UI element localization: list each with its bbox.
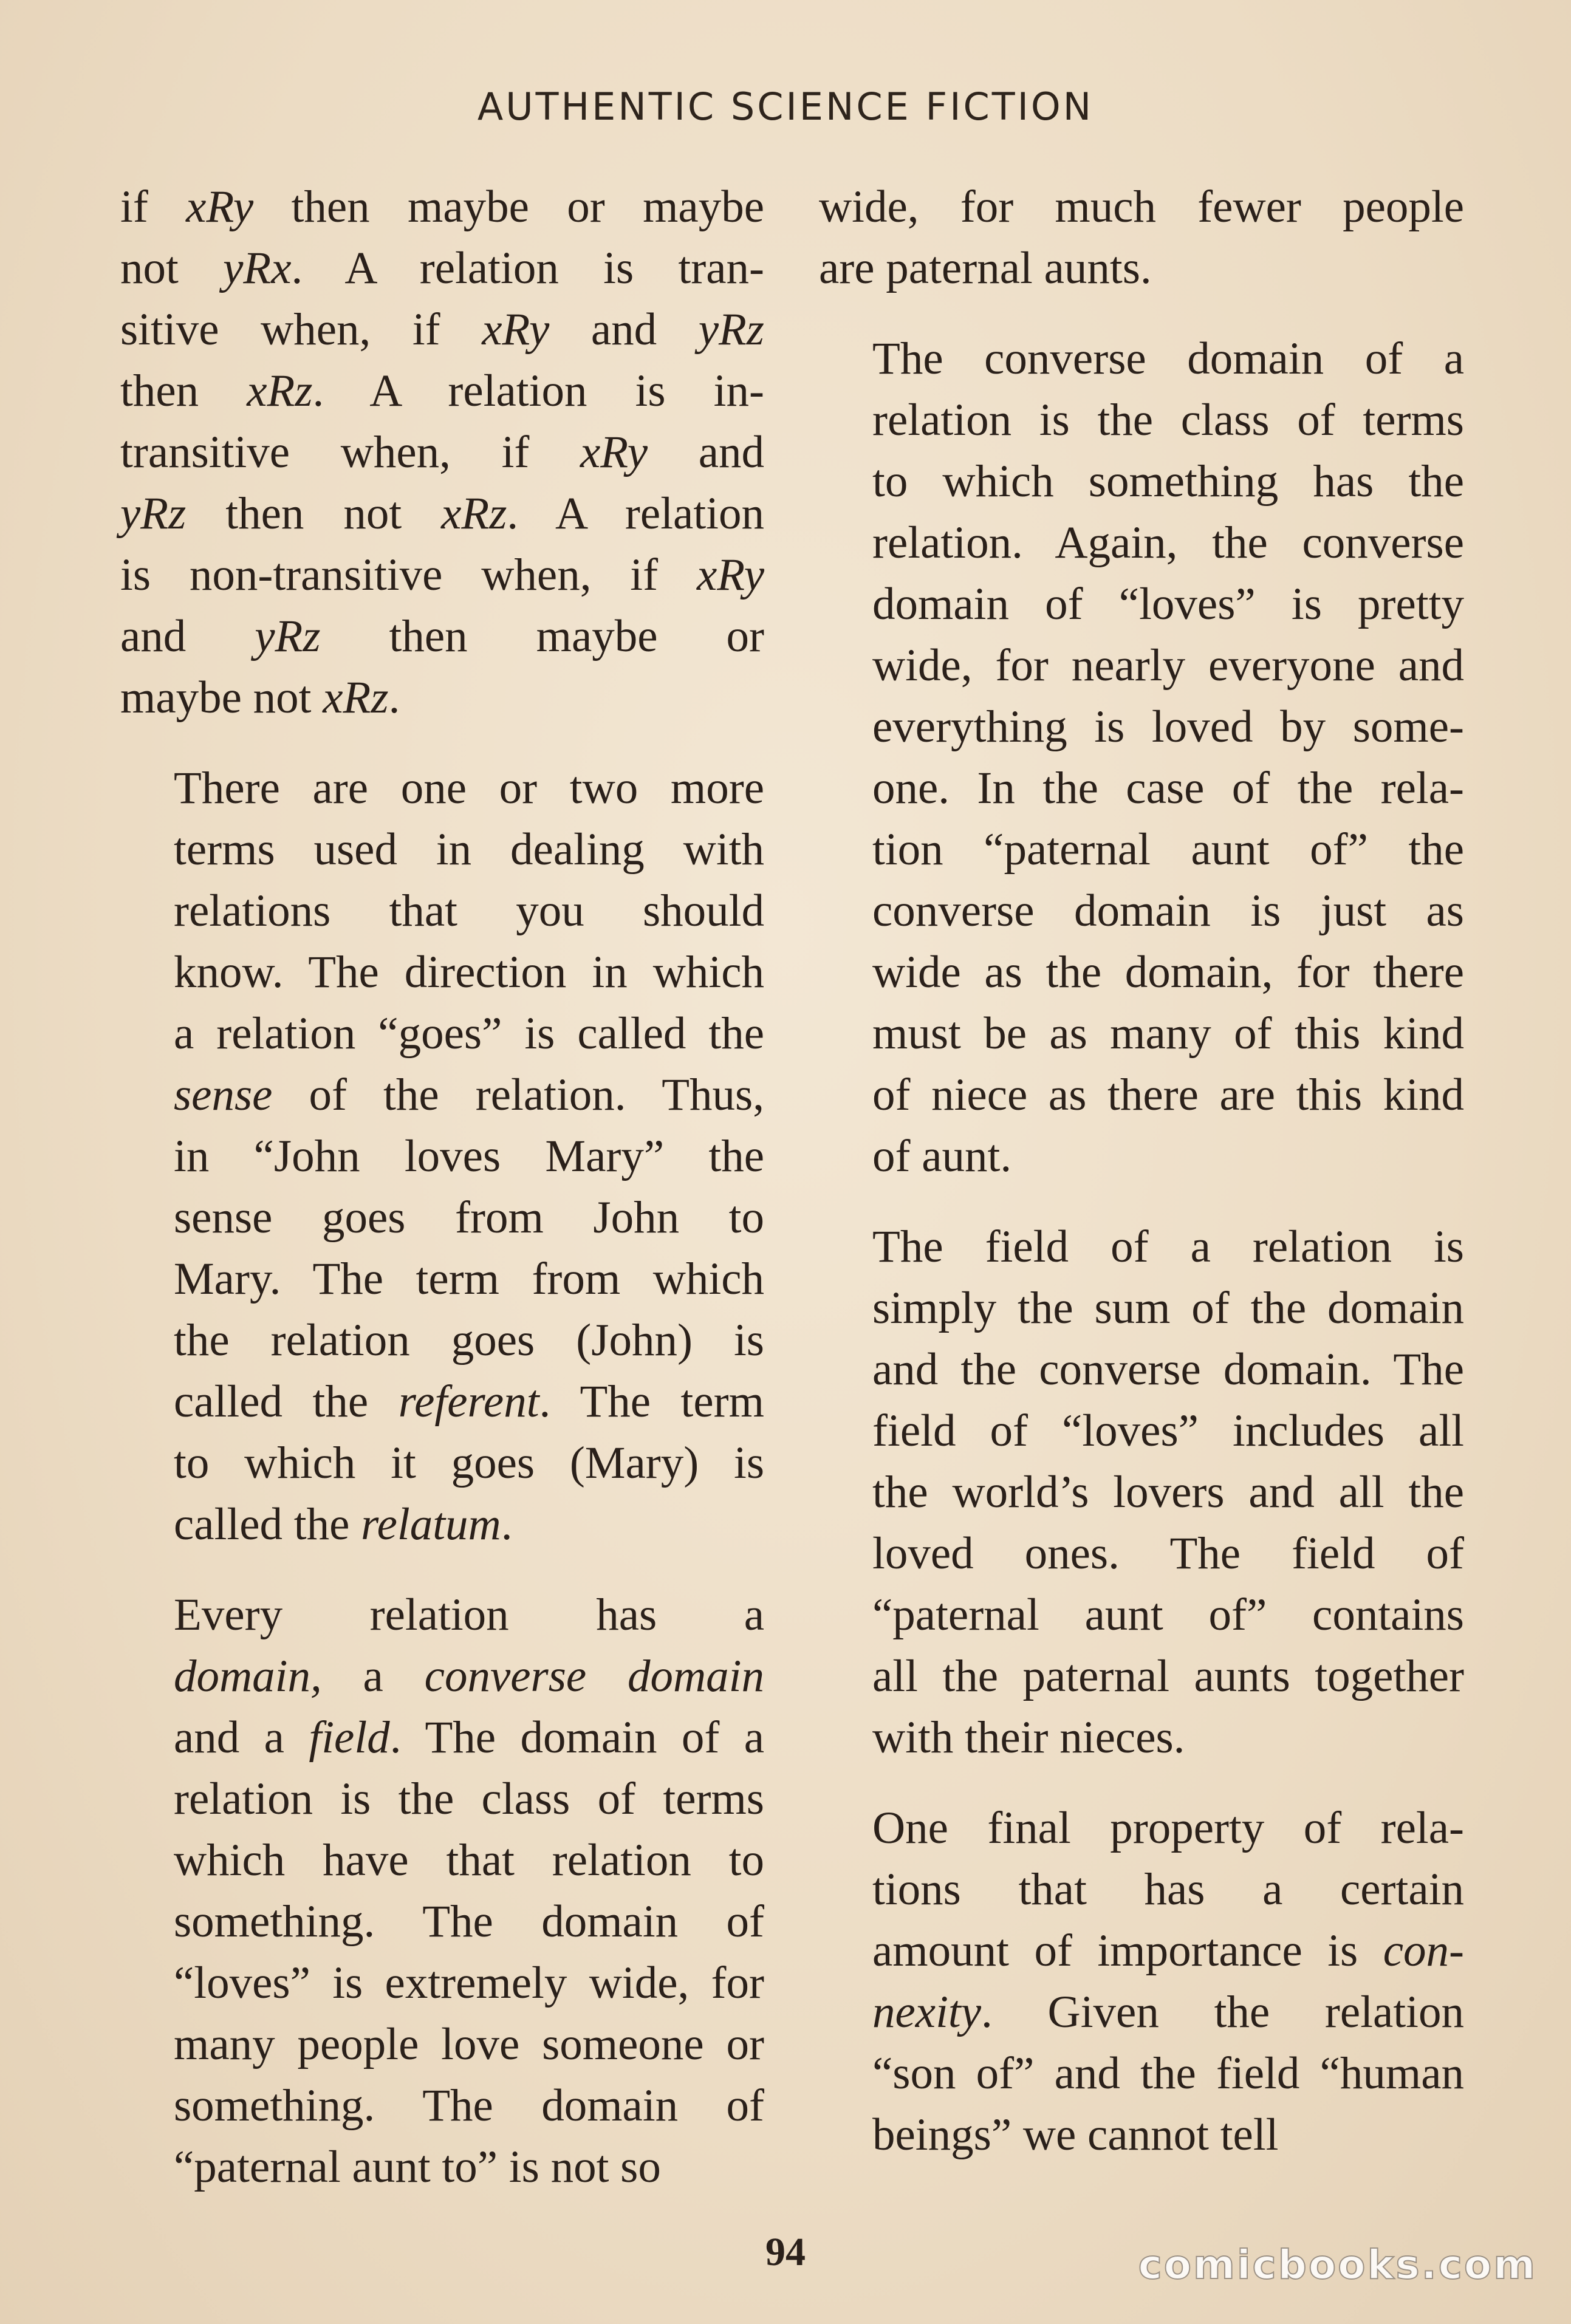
text-line — [120, 299, 764, 360]
text-line — [120, 1248, 764, 1310]
text-segment: and — [648, 427, 764, 477]
text-line — [819, 696, 1464, 757]
right-column — [819, 176, 1464, 2195]
text-line — [120, 606, 764, 667]
italic-text: yRz — [698, 304, 764, 355]
text-line — [120, 1494, 764, 1555]
text-segment: The field of a relation is — [872, 1222, 1464, 1272]
text-line — [120, 667, 764, 728]
text-line — [819, 238, 1464, 299]
text-segment: the relation goes (John) is — [174, 1315, 764, 1365]
text-line — [819, 512, 1464, 573]
text-line — [120, 2014, 764, 2075]
text-segment: terms used in dealing with — [174, 824, 764, 875]
text-segment: relation is the class of terms — [174, 1774, 764, 1824]
text-segment: one. In the case of the rela- — [872, 763, 1464, 813]
text-segment: and a — [174, 1712, 309, 1763]
italic-text: converse domain — [424, 1651, 764, 1701]
text-segment: . Given the relation — [981, 1987, 1464, 2037]
text-segment: then not — [186, 488, 442, 539]
text-segment: beings” we cannot tell — [872, 2110, 1279, 2160]
text-segment: sense goes from John to — [174, 1192, 764, 1243]
text-segment: loved ones. The field of — [872, 1528, 1464, 1579]
text-line — [819, 1064, 1464, 1126]
text-line — [120, 2075, 764, 2136]
text-segment: . — [388, 672, 400, 723]
text-segment: transitive when, if — [120, 427, 581, 477]
text-segment: something. The domain of — [174, 2080, 764, 2131]
text-segment: know. The direction in which — [174, 947, 764, 997]
text-segment: with their nieces. — [872, 1712, 1185, 1763]
paragraph — [120, 176, 764, 728]
text-line — [819, 328, 1464, 389]
paragraph — [120, 1584, 764, 2198]
italic-text: xRy — [580, 427, 648, 477]
italic-text: con- — [1383, 1926, 1464, 1976]
italic-text: field — [309, 1712, 390, 1763]
text-segment: One final property of rela- — [872, 1803, 1464, 1853]
text-segment: tion “paternal aunt of” the — [872, 824, 1464, 875]
italic-text: relatum — [361, 1499, 501, 1550]
text-line — [120, 1003, 764, 1064]
italic-text: domain, — [174, 1651, 322, 1701]
text-segment: of the relation. Thus, — [272, 1070, 764, 1120]
text-line — [819, 1003, 1464, 1064]
italic-text: xRy — [186, 182, 254, 232]
text-segment: converse domain is just as — [872, 886, 1464, 936]
text-segment: then — [120, 366, 247, 416]
text-line — [120, 942, 764, 1003]
text-segment: and — [549, 304, 699, 355]
text-line — [819, 1981, 1464, 2043]
italic-text: xRy — [696, 550, 764, 600]
text-segment: to which it goes (Mary) is — [174, 1438, 764, 1488]
italic-text: yRx — [223, 243, 292, 293]
text-line — [819, 1216, 1464, 1277]
text-line — [120, 1187, 764, 1248]
text-line — [120, 2136, 764, 2198]
text-segment: The converse domain of a — [872, 333, 1464, 384]
text-segment: a — [321, 1651, 425, 1701]
italic-text: xRz — [441, 488, 507, 539]
text-segment: a relation “goes” is called the — [174, 1008, 764, 1059]
text-segment: wide, for nearly everyone and — [872, 640, 1464, 691]
italic-text: xRy — [482, 304, 550, 355]
text-line — [819, 2104, 1464, 2165]
text-segment: domain of “loves” is pretty — [872, 579, 1464, 629]
text-line — [819, 1523, 1464, 1584]
text-segment: called the — [174, 1376, 399, 1427]
text-line — [819, 635, 1464, 696]
text-segment: all the paternal aunts together — [872, 1651, 1464, 1701]
text-segment: if — [120, 182, 187, 232]
text-line — [819, 1461, 1464, 1523]
text-segment: “loves” is extremely wide, for — [174, 1958, 764, 2008]
text-segment: simply the sum of the domain — [872, 1283, 1464, 1333]
text-line — [120, 1830, 764, 1891]
text-segment: is non-transitive when, if — [120, 550, 697, 600]
text-line — [819, 1277, 1464, 1339]
paragraph — [819, 328, 1464, 1187]
text-segment: relation is the class of terms — [872, 395, 1464, 445]
italic-text: nexity — [872, 1987, 982, 2037]
text-segment: . A relation is in- — [312, 366, 764, 416]
text-segment: . A relation is tran- — [291, 243, 764, 293]
text-line — [819, 1584, 1464, 1646]
text-segment: everything is loved by some- — [872, 702, 1464, 752]
text-line — [120, 880, 764, 942]
text-segment: not — [120, 243, 224, 293]
text-segment: then maybe or — [320, 611, 764, 661]
text-line — [819, 1859, 1464, 1920]
italic-text: sense — [174, 1070, 273, 1120]
text-segment: must be as many of this kind — [872, 1008, 1464, 1059]
text-line — [120, 1310, 764, 1371]
text-segment: wide as the domain, for there — [872, 947, 1464, 997]
text-segment: the world’s lovers and all the — [872, 1467, 1464, 1517]
italic-text: referent — [398, 1376, 539, 1427]
text-segment: are paternal aunts. — [819, 243, 1152, 293]
text-line — [819, 2043, 1464, 2104]
text-segment: field of “loves” includes all — [872, 1406, 1464, 1456]
left-column — [120, 176, 764, 2227]
text-line — [120, 544, 764, 606]
running-header: AUTHENTIC SCIENCE FICTION — [477, 84, 1094, 129]
text-line — [819, 1400, 1464, 1461]
text-segment: . — [501, 1499, 513, 1550]
text-segment: Mary. The term from which — [174, 1254, 764, 1304]
text-line — [819, 573, 1464, 635]
text-line — [819, 389, 1464, 451]
text-segment: “paternal aunt to” is not so — [174, 2142, 661, 2192]
text-segment: of niece as there are this kind — [872, 1070, 1464, 1120]
italic-text: yRz — [120, 488, 187, 539]
text-segment: something. The domain of — [174, 1896, 764, 1947]
text-segment: amount of importance is — [872, 1926, 1383, 1976]
paragraph — [819, 1216, 1464, 1768]
text-line — [819, 1797, 1464, 1859]
text-line — [120, 1064, 764, 1126]
watermark-logo: comicbooks.com — [1138, 2241, 1537, 2288]
text-line — [120, 1768, 764, 1830]
paragraph — [819, 1797, 1464, 2165]
text-segment: to which something has the — [872, 456, 1464, 507]
text-segment: in “John loves Mary” the — [174, 1131, 764, 1181]
text-segment: many people love someone or — [174, 2019, 764, 2069]
text-line — [120, 1371, 764, 1432]
text-line — [120, 483, 764, 544]
text-segment: . A relation — [507, 488, 765, 539]
text-line — [120, 1646, 764, 1707]
text-line — [120, 757, 764, 819]
text-line — [819, 1920, 1464, 1981]
text-line — [120, 1952, 764, 2014]
text-segment: relations that you should — [174, 886, 764, 936]
italic-text: yRz — [255, 611, 321, 661]
text-segment: There are one or two more — [174, 763, 764, 813]
text-line — [819, 819, 1464, 880]
text-line — [120, 1432, 764, 1494]
text-segment: called the — [174, 1499, 361, 1550]
text-line — [120, 1707, 764, 1768]
text-line — [120, 422, 764, 483]
text-segment: maybe not — [120, 672, 323, 723]
text-segment: which have that relation to — [174, 1835, 764, 1885]
text-segment: relation. Again, the converse — [872, 518, 1464, 568]
text-line — [819, 757, 1464, 819]
page-number: 94 — [765, 2230, 806, 2274]
text-line — [120, 176, 764, 238]
text-line — [819, 1126, 1464, 1187]
text-line — [819, 451, 1464, 512]
italic-text: xRz — [247, 366, 313, 416]
text-line — [120, 819, 764, 880]
text-line — [819, 880, 1464, 942]
paragraph — [819, 176, 1464, 299]
text-segment: tions that has a certain — [872, 1864, 1464, 1915]
text-line — [120, 1891, 764, 1952]
text-segment: and the converse domain. The — [872, 1344, 1464, 1395]
text-segment: “paternal aunt of” contains — [872, 1590, 1464, 1640]
text-segment: wide, for much fewer people — [819, 182, 1464, 232]
text-segment: Every relation has a — [174, 1590, 764, 1640]
text-segment: of aunt. — [872, 1131, 1012, 1181]
paragraph — [120, 757, 764, 1555]
text-line — [819, 942, 1464, 1003]
text-segment: . The domain of a — [389, 1712, 764, 1763]
text-line — [120, 1126, 764, 1187]
text-line — [819, 1339, 1464, 1400]
text-line — [120, 1584, 764, 1646]
text-line — [819, 1646, 1464, 1707]
text-line — [819, 176, 1464, 238]
text-line — [819, 1707, 1464, 1768]
text-segment: . The term — [539, 1376, 764, 1427]
text-segment: “son of” and the field “human — [872, 2048, 1464, 2099]
text-line — [120, 238, 764, 299]
text-line — [120, 360, 764, 422]
text-segment: sitive when, if — [120, 304, 482, 355]
text-segment: and — [120, 611, 255, 661]
italic-text: xRz — [323, 672, 389, 723]
text-segment: then maybe or maybe — [253, 182, 764, 232]
